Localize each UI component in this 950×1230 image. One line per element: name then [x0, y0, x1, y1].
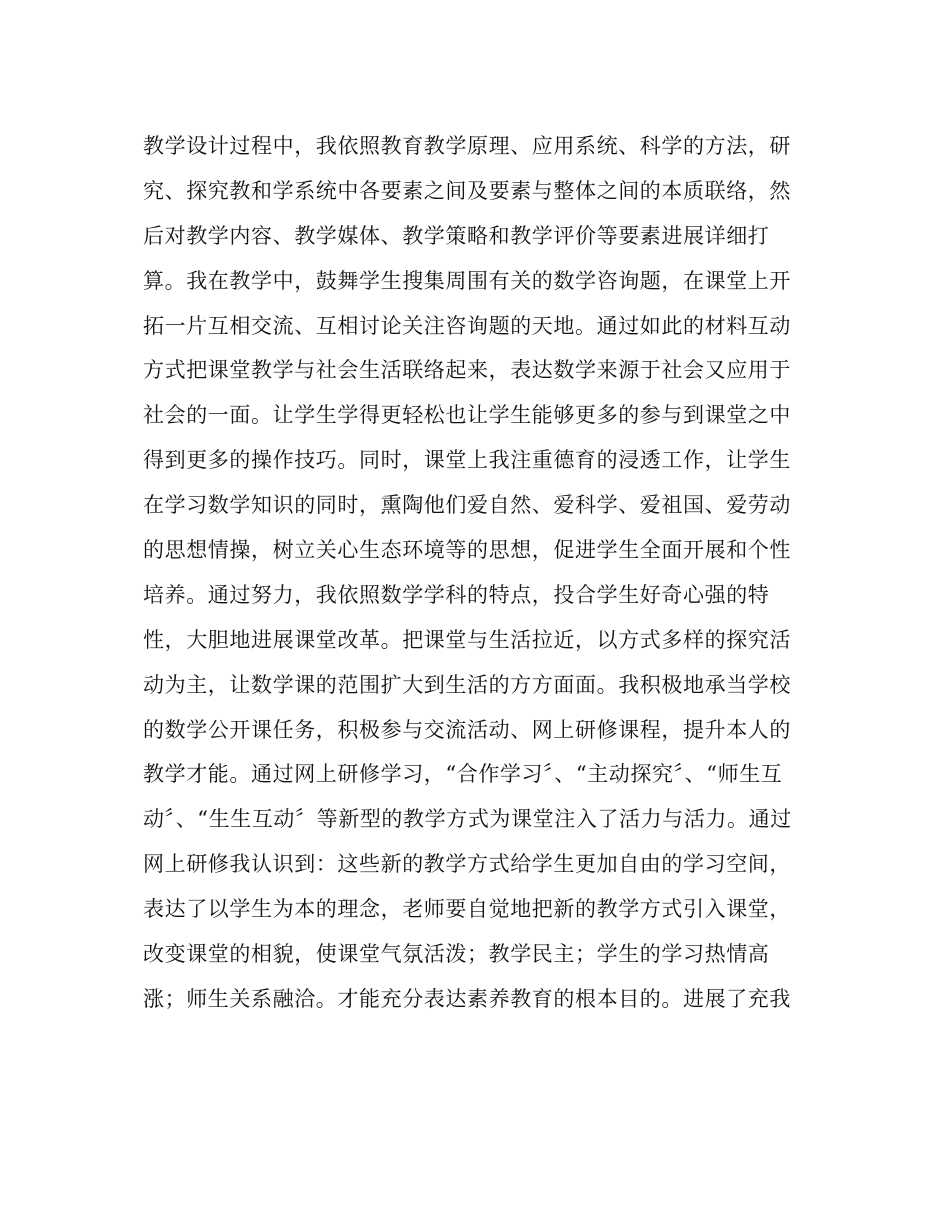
text-line: 动〞、“生生互动〞等新型的教学方式为课堂注入了活力与活力。通过 — [143, 807, 792, 832]
document-body-text — [143, 124, 823, 1022]
text-line: 教学才能。通过网上研修学习，“合作学习〞、“主动探究〞、“师生互 — [143, 762, 783, 787]
text-line: 得到更多的操作技巧。同时，课堂上我注重德育的浸透工作，让学生 — [143, 448, 791, 473]
text-line: 表达了以学生为本的理念，老师要自觉地把新的教学方式引入课堂， — [143, 897, 791, 922]
text-line: 究、探究教和学系统中各要素之间及要素与整体之间的本质联络，然 — [143, 178, 791, 203]
text-line: 在学习数学知识的同时，熏陶他们爱自然、爱科学、爱祖国、爱劳动 — [143, 493, 791, 518]
text-line: 培养。通过努力，我依照数学学科的特点，投合学生好奇心强的特 — [143, 582, 770, 607]
text-line: 涨；师生关系融洽。才能充分表达素养教育的根本目的。进展了充我 — [143, 986, 791, 1011]
text-line: 后对教学内容、教学媒体、教学策略和教学评价等要素进展详细打 — [143, 223, 770, 248]
text-line: 性，大胆地进展课堂改革。把课堂与生活拉近，以方式多样的探究活 — [143, 627, 791, 652]
text-line: 动为主，让数学课的范围扩大到生活的方方面面。我积极地承当学校 — [143, 672, 791, 697]
text-line: 改变课堂的相貌，使课堂气氛活泼；教学民主；学生的学习热情高 — [143, 942, 770, 967]
text-line: 网上研修我认识到：这些新的教学方式给学生更加自由的学习空间， — [143, 852, 791, 877]
text-line: 算。我在教学中，鼓舞学生搜集周围有关的数学咨询题，在课堂上开 — [143, 268, 791, 293]
text-line: 教学设计过程中，我依照教育教学原理、应用系统、科学的方法，研 — [143, 134, 791, 158]
text-line: 拓一片互相交流、互相讨论关注咨询题的天地。通过如此的材料互动 — [143, 313, 791, 338]
text-line: 社会的一面。让学生学得更轻松也让学生能够更多的参与到课堂之中 — [143, 403, 791, 428]
text-line: 方式把课堂教学与社会生活联络起来，表达数学来源于社会又应用于 — [143, 358, 791, 383]
text-line: 的数学公开课任务，积极参与交流活动、网上研修课程，提升本人的 — [143, 717, 791, 742]
text-line: 的思想情操，树立关心生态环境等的思想，促进学生全面开展和个性 — [143, 538, 791, 563]
